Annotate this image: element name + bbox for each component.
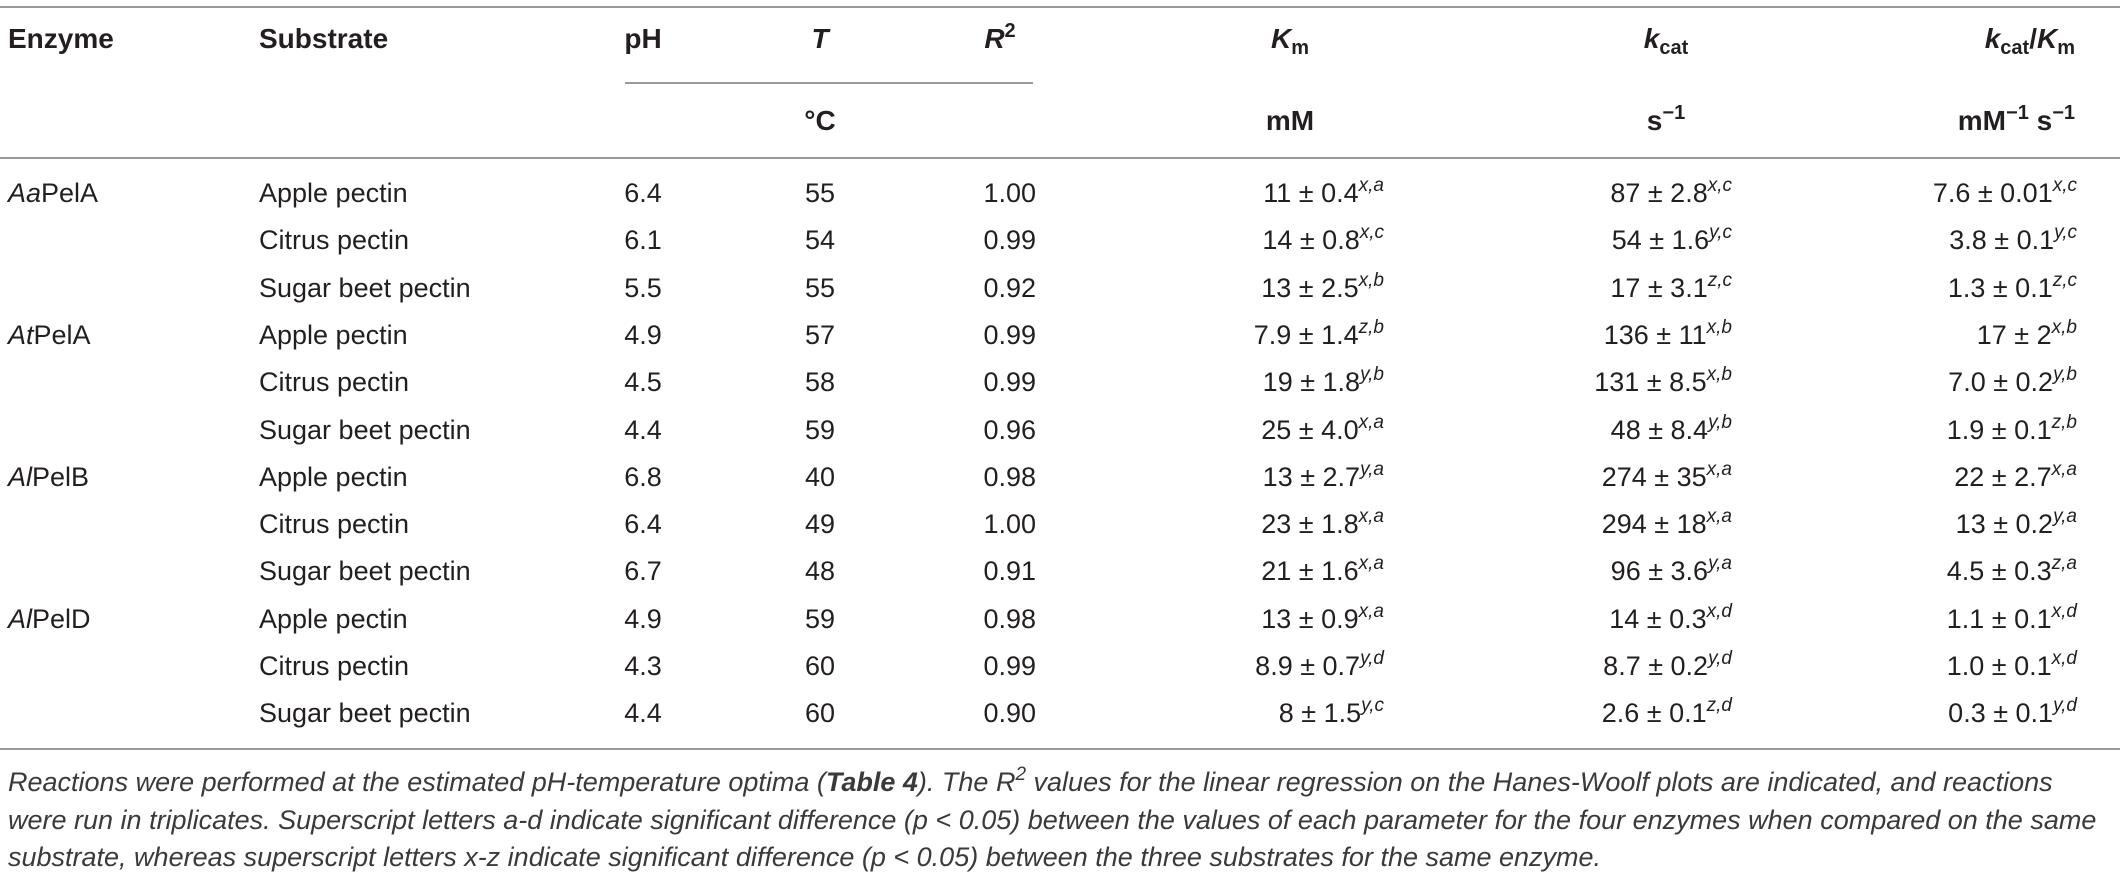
cell-ratio: $22 \pm 2.7^{x,a}$ <box>1954 458 2077 492</box>
cell-substrate: Sugar beet pectin <box>259 698 471 729</box>
cell-t: 54 <box>804 225 836 256</box>
header-ph: pH <box>624 23 662 54</box>
cell-ph: 6.1 <box>624 225 662 256</box>
cell-r2: 0.98 <box>983 603 1036 634</box>
unit-temperature: °C <box>804 105 836 136</box>
cell-r2: 1.00 <box>983 509 1036 540</box>
cell-substrate: Sugar beet pectin <box>259 556 471 587</box>
header-substrate: Substrate <box>259 23 389 54</box>
cell-kcat: $48 \pm 8.4^{y,b}$ <box>1610 411 1732 445</box>
cell-km: $7.9 \pm 1.4^{z,b}$ <box>1253 316 1384 350</box>
cell-substrate: Citrus pectin <box>259 367 410 398</box>
cell-t: 55 <box>804 178 836 208</box>
cell-ratio: $4.5 \pm 0.3^{z,a}$ <box>1946 553 2077 587</box>
cell-ratio: $1.0 \pm 0.1^{x,d}$ <box>1946 648 2077 681</box>
cell-r2: 0.99 <box>983 367 1036 398</box>
cell-t: 60 <box>804 698 836 729</box>
cell-km: $19 \pm 1.8^{y,b}$ <box>1262 364 1384 398</box>
cell-ph: 6.8 <box>624 461 662 492</box>
cell-km: $13 \pm 2.7^{y,a}$ <box>1262 458 1384 492</box>
cell-ratio: $1.3 \pm 0.1^{z,c}$ <box>1947 269 2077 303</box>
cell-ph: 5.5 <box>624 272 662 303</box>
cell-r2: 0.99 <box>983 319 1036 350</box>
cell-ratio: $17 \pm 2^{x,b}$ <box>1976 316 2077 350</box>
cell-kcat: $14 \pm 0.3^{x,d}$ <box>1609 600 1732 634</box>
cell-kcat: $17 \pm 3.1^{z,c}$ <box>1610 269 1732 303</box>
cell-km: $21 \pm 1.6^{x,a}$ <box>1261 553 1384 587</box>
cell-t: 40 <box>804 461 836 492</box>
enzyme-label-aapela: AaPelA <box>8 178 99 208</box>
cell-ph: 6.4 <box>624 509 662 540</box>
unit-kcat-over-km: $mM^{-1}$ $s^{-1}$ <box>1957 102 2075 136</box>
cell-ratio: $7.6 \pm 0.01^{x,c}$ <box>1932 175 2077 208</box>
cell-r2: 0.99 <box>983 225 1036 256</box>
header-kcat-over-km: $k_{cat}/K_m$ <box>1984 23 2075 59</box>
cell-r2: 0.98 <box>983 461 1036 492</box>
cell-ph: 6.4 <box>624 178 662 208</box>
cell-ph: 6.7 <box>624 556 662 587</box>
header-bottom-rule <box>0 157 2120 159</box>
cell-kcat: $87 \pm 2.8^{x,c}$ <box>1610 175 1732 208</box>
header-sub-rule <box>625 82 1033 84</box>
cell-t: 57 <box>804 319 836 350</box>
cell-ph: 4.4 <box>624 698 662 729</box>
header-km: $K_m$ <box>1270 23 1310 59</box>
cell-substrate: Apple pectin <box>259 319 408 350</box>
cell-substrate: Sugar beet pectin <box>259 414 471 445</box>
cell-t: 59 <box>804 603 836 634</box>
cell-r2: 0.99 <box>983 651 1036 681</box>
cell-t: 48 <box>804 556 836 587</box>
cell-km: $11 \pm 0.4^{x,a}$ <box>1263 175 1384 208</box>
cell-substrate: Citrus pectin <box>259 651 410 681</box>
cell-r2: 0.92 <box>983 272 1036 303</box>
cell-km: $8 \pm 1.5^{y,c}$ <box>1278 695 1384 729</box>
cell-t: 55 <box>804 272 836 303</box>
table-top-rule <box>0 6 2120 8</box>
cell-kcat: $274 \pm 35^{x,a}$ <box>1601 458 1732 492</box>
cell-km: $23 \pm 1.8^{x,a}$ <box>1261 506 1384 540</box>
header-enzyme: Enzyme <box>8 23 114 54</box>
cell-ratio: $1.1 \pm 0.1^{x,d}$ <box>1946 600 2077 634</box>
header-r2: $R^2$ <box>984 20 1016 54</box>
cell-substrate: Apple pectin <box>259 603 408 634</box>
cell-ratio: $7.0 \pm 0.2^{y,b}$ <box>1948 364 2077 398</box>
cell-ratio: $1.9 \pm 0.1^{z,b}$ <box>1946 411 2077 445</box>
cell-substrate: Citrus pectin <box>259 225 410 256</box>
cell-kcat: $294 \pm 18^{x,a}$ <box>1601 506 1732 540</box>
cell-kcat: $131 \pm 8.5^{x,b}$ <box>1594 364 1732 398</box>
enzyme-label-alpelb: AlPelB <box>8 462 90 492</box>
cell-t: 58 <box>804 367 836 398</box>
cell-kcat: $2.6 \pm 0.1^{z,d}$ <box>1601 695 1732 729</box>
unit-kcat: $s^{-1}$ <box>1646 102 1686 136</box>
cell-substrate: Apple pectin <box>259 178 408 208</box>
cell-substrate: Apple pectin <box>259 461 408 492</box>
cell-km: $13 \pm 2.5^{x,b}$ <box>1261 269 1384 303</box>
cell-ratio: $3.8 \pm 0.1^{y,c}$ <box>1949 222 2077 256</box>
cell-km: $13 \pm 0.9^{x,a}$ <box>1261 600 1384 634</box>
header-temperature: T <box>811 23 829 54</box>
cell-km: $25 \pm 4.0^{x,a}$ <box>1261 411 1384 445</box>
cell-substrate: Citrus pectin <box>259 509 410 540</box>
table-footnote: Reactions were performed at the estimated pH-temperature optima (Table 4). The $R^2$ values for the linear regression on the Hanes-Woolf plots are indicated, and reactions were run in triplicates. Superscript letters a-d indicate significant difference (p < 0.05) between the values of each parameter for the four enzymes when compared on the same substrate, whereas superscript letters x-z indicate significant difference (p < 0.05) between the three substrates for the same enzyme. <box>8 764 2097 872</box>
cell-t: 60 <box>804 651 836 681</box>
table-bottom-rule <box>0 748 2120 750</box>
cell-ph: 4.5 <box>624 367 662 398</box>
cell-ph: 4.9 <box>624 603 662 634</box>
cell-ratio: $13 \pm 0.2^{y,a}$ <box>1955 506 2077 540</box>
cell-km: $14 \pm 0.8^{x,c}$ <box>1262 222 1384 256</box>
cell-t: 49 <box>804 509 836 540</box>
enzyme-label-atpela: AtPelA <box>8 320 91 350</box>
enzyme-label-alpeld: AlPelD <box>8 604 91 634</box>
cell-r2: 0.96 <box>983 414 1036 445</box>
cell-t: 59 <box>804 414 836 445</box>
cell-substrate: Sugar beet pectin <box>259 272 471 303</box>
cell-kcat: $96 \pm 3.6^{y,a}$ <box>1610 553 1732 587</box>
cell-r2: 0.91 <box>983 556 1036 587</box>
unit-km: mM <box>1265 105 1315 136</box>
cell-r2: 1.00 <box>983 178 1036 208</box>
cell-ph: 4.4 <box>624 414 662 445</box>
cell-ph: 4.9 <box>624 319 662 350</box>
cell-ph: 4.3 <box>624 651 662 681</box>
cell-km: $8.9 \pm 0.7^{y,d}$ <box>1255 648 1384 681</box>
cell-r2: 0.90 <box>983 698 1036 729</box>
cell-ratio: $0.3 \pm 0.1^{y,d}$ <box>1948 695 2077 729</box>
cell-kcat: $136 \pm 11^{x,b}$ <box>1603 316 1732 350</box>
cell-kcat: $8.7 \pm 0.2^{y,d}$ <box>1603 648 1732 681</box>
cell-kcat: $54 \pm 1.6^{y,c}$ <box>1611 222 1732 256</box>
header-kcat: $k_{cat}$ <box>1643 23 1689 59</box>
